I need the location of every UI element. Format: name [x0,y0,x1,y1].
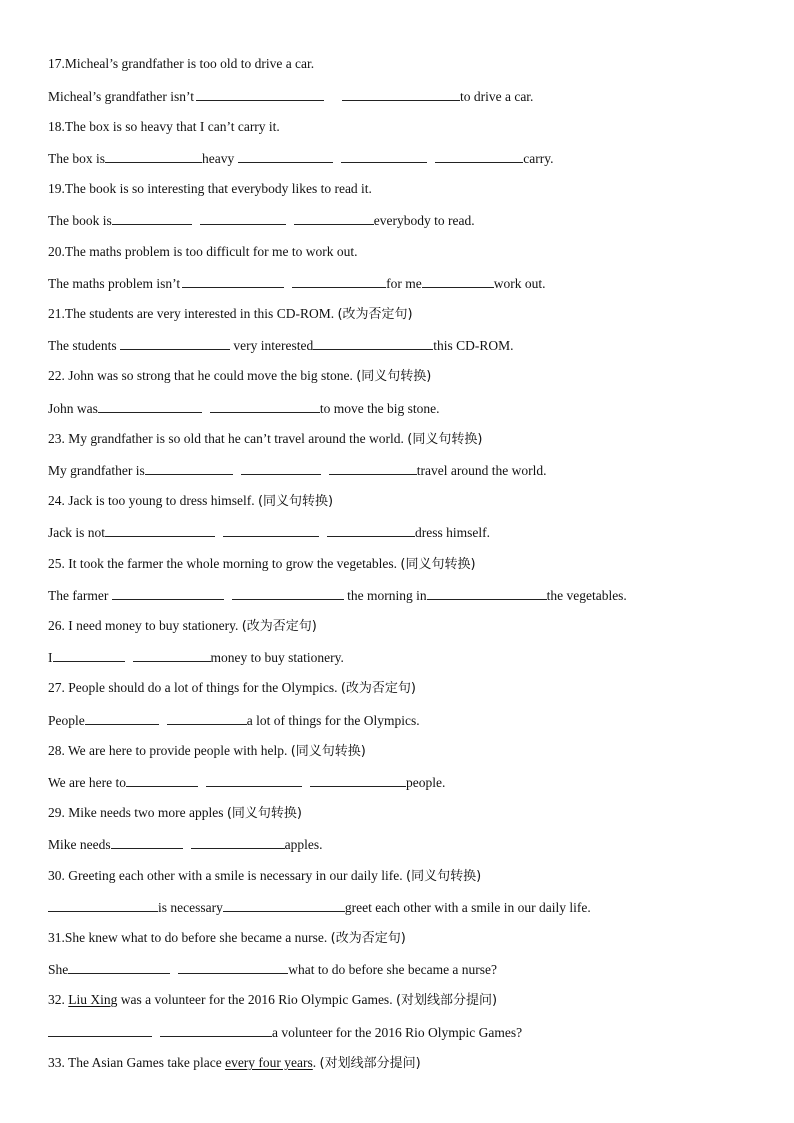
answer-blank[interactable] [427,585,547,600]
answer-29 [48,834,322,854]
answer-text: She [48,962,69,977]
answer-17 [48,86,533,106]
question-text: 22. John was so strong that he could move the big stone. [48,368,353,383]
answer-text: We are here to [48,775,126,790]
answer-blank[interactable] [200,210,286,225]
question-32 [48,990,497,1010]
answer-blank[interactable] [435,148,523,163]
answer-text: a volunteer for the 2016 Rio Olympic Games? [272,1025,523,1040]
answer-text: to move the big stone. [319,401,440,416]
answer-21 [48,335,513,355]
underlined-part: Liu Xing [68,992,118,1007]
instruction-note: (对划线部分提问) [395,993,498,1008]
instruction-note: (同义句转换) [257,494,334,509]
instruction-note: (同义句转换) [356,369,432,384]
question-text: 20.The maths problem is too difficult for me to work out. [48,244,358,259]
answer-text: a lot of things for the Olympics. [246,713,420,728]
question-text: 30. Greeting each other with a smile is necessary in our daily life. [48,868,403,883]
answer-text: money to buy stationery. [210,650,344,665]
answer-blank[interactable] [48,1022,152,1037]
answer-blank[interactable] [145,460,233,475]
underlined-part: every four years [225,1055,313,1070]
answer-blank[interactable] [310,772,406,787]
question-text: was a volunteer for the 2016 Rio Olympic Games. [120,992,393,1007]
answer-text: Micheal’s grandfather isn’t [48,89,194,104]
answer-blank[interactable] [105,148,202,163]
question-29 [48,803,302,823]
answer-30 [48,897,591,917]
answer-blank[interactable] [111,834,183,849]
answer-blank[interactable] [329,460,417,475]
question-31 [48,928,406,948]
answer-blank[interactable] [120,335,230,350]
answer-blank[interactable] [241,460,321,475]
answer-blank[interactable] [85,710,159,725]
question-text: . [312,1055,317,1070]
question-27 [48,678,416,698]
question-22 [48,366,431,386]
answer-blank[interactable] [206,772,302,787]
answer-blank[interactable] [292,273,386,288]
answer-blank[interactable] [167,710,247,725]
answer-19 [48,210,475,230]
question-33 [48,1053,421,1073]
answer-text: dress himself. [415,525,490,540]
answer-blank[interactable] [182,273,284,288]
answer-text: I [48,650,53,665]
answer-blank[interactable] [327,522,415,537]
answer-blank[interactable] [342,86,460,101]
answer-blank[interactable] [48,897,158,912]
answer-31 [48,959,497,979]
answer-blank[interactable] [313,335,433,350]
answer-blank[interactable] [232,585,344,600]
instruction-note: (改为否定句) [241,619,317,634]
answer-text: to drive a car. [459,89,534,104]
answer-text: the morning in [347,588,427,603]
question-text: 25. It took the farmer the whole morning to grow the vegetables. [48,556,398,571]
answer-23 [48,460,546,480]
answer-text: The students [48,338,117,353]
instruction-note: (同义句转换) [406,869,482,884]
answer-blank[interactable] [112,210,192,225]
question-17 [48,54,314,74]
answer-blank[interactable] [98,398,202,413]
question-23 [48,429,482,449]
answer-text: what to do before she became a nurse? [288,962,498,977]
answer-27 [48,710,420,730]
answer-18 [48,148,553,168]
question-text: 26. I need money to buy stationery. [48,618,239,633]
instruction-note: (同义句转换) [407,432,483,447]
answer-blank[interactable] [160,1022,272,1037]
answer-text: The book is [48,213,112,228]
answer-text: carry. [523,151,554,166]
answer-text: for me [386,276,422,291]
answer-blank[interactable] [294,210,374,225]
question-text: 24. Jack is too young to dress himself. [48,493,255,508]
answer-blank[interactable] [53,647,125,662]
answer-text: heavy [202,151,235,166]
answer-text: is necessary [158,900,223,915]
question-25 [48,554,476,574]
instruction-note: (改为否定句) [340,681,417,696]
question-text: 23. My grandfather is so old that he can’t travel around the world. [48,431,404,446]
instruction-note: (同义句转换) [290,744,366,759]
answer-text: apples. [284,837,323,852]
question-text: 33. The Asian Games take place [48,1055,222,1070]
answer-blank[interactable] [210,398,320,413]
answer-text: the vegetables. [546,588,627,603]
answer-32 [48,1022,522,1042]
question-20 [48,242,357,262]
answer-blank[interactable] [126,772,198,787]
answer-blank[interactable] [341,148,427,163]
question-28 [48,741,366,761]
answer-text: very interested [233,338,314,353]
answer-text: Mike needs [48,837,111,852]
answer-blank[interactable] [223,522,319,537]
question-19 [48,179,372,199]
answer-blank[interactable] [422,273,494,288]
instruction-note: (改为否定句) [337,307,413,322]
answer-text: this CD-ROM. [433,338,514,353]
question-text: 21.The students are very interested in this CD-ROM. [48,306,335,321]
answer-20 [48,273,545,293]
answer-text: travel around the world. [416,463,547,478]
question-text: 28. We are here to provide people with help. [48,743,288,758]
answer-text: Jack is not [48,525,105,540]
instruction-note: (同义句转换) [226,806,302,821]
question-26 [48,616,317,636]
answer-text: The box is [48,151,105,166]
answer-blank[interactable] [112,585,224,600]
instruction-note: (同义句转换) [400,557,476,572]
question-24 [48,491,333,511]
answer-blank[interactable] [196,86,324,101]
answer-text: greet each other with a smile in our daily life. [344,900,591,915]
answer-text: work out. [493,276,546,291]
answer-blank[interactable] [105,522,215,537]
question-text: 29. Mike needs two more apples [48,805,224,820]
answer-26 [48,647,344,667]
instruction-note: (对划线部分提问) [319,1056,421,1071]
answer-blank[interactable] [68,959,170,974]
question-text: 17.Micheal’s grandfather is too old to drive a car. [48,56,315,71]
answer-text: My grandfather is [48,463,145,478]
question-18 [48,117,280,137]
question-text: 32. [48,992,65,1007]
question-30 [48,866,481,886]
answer-blank[interactable] [238,148,333,163]
answer-28 [48,772,445,792]
answer-blank[interactable] [133,647,211,662]
answer-text: people. [406,775,446,790]
answer-text: everybody to read. [373,213,475,228]
answer-text: People [48,713,85,728]
question-text: 18.The box is so heavy that I can’t carry it. [48,119,280,134]
answer-blank[interactable] [178,959,288,974]
answer-24 [48,522,490,542]
question-21 [48,304,413,324]
instruction-note: (改为否定句) [330,931,406,946]
question-text: 19.The book is so interesting that everybody likes to read it. [48,181,372,196]
answer-text: John was [48,401,98,416]
answer-text: The maths problem isn’t [48,276,181,291]
answer-blank[interactable] [191,834,285,849]
answer-25 [48,585,627,605]
question-text: 31.She knew what to do before she became a nurse. [48,930,328,945]
question-text: 27. People should do a lot of things for the Olympics. [48,680,338,695]
answer-22 [48,398,439,418]
answer-blank[interactable] [223,897,345,912]
answer-text: The farmer [48,588,109,603]
